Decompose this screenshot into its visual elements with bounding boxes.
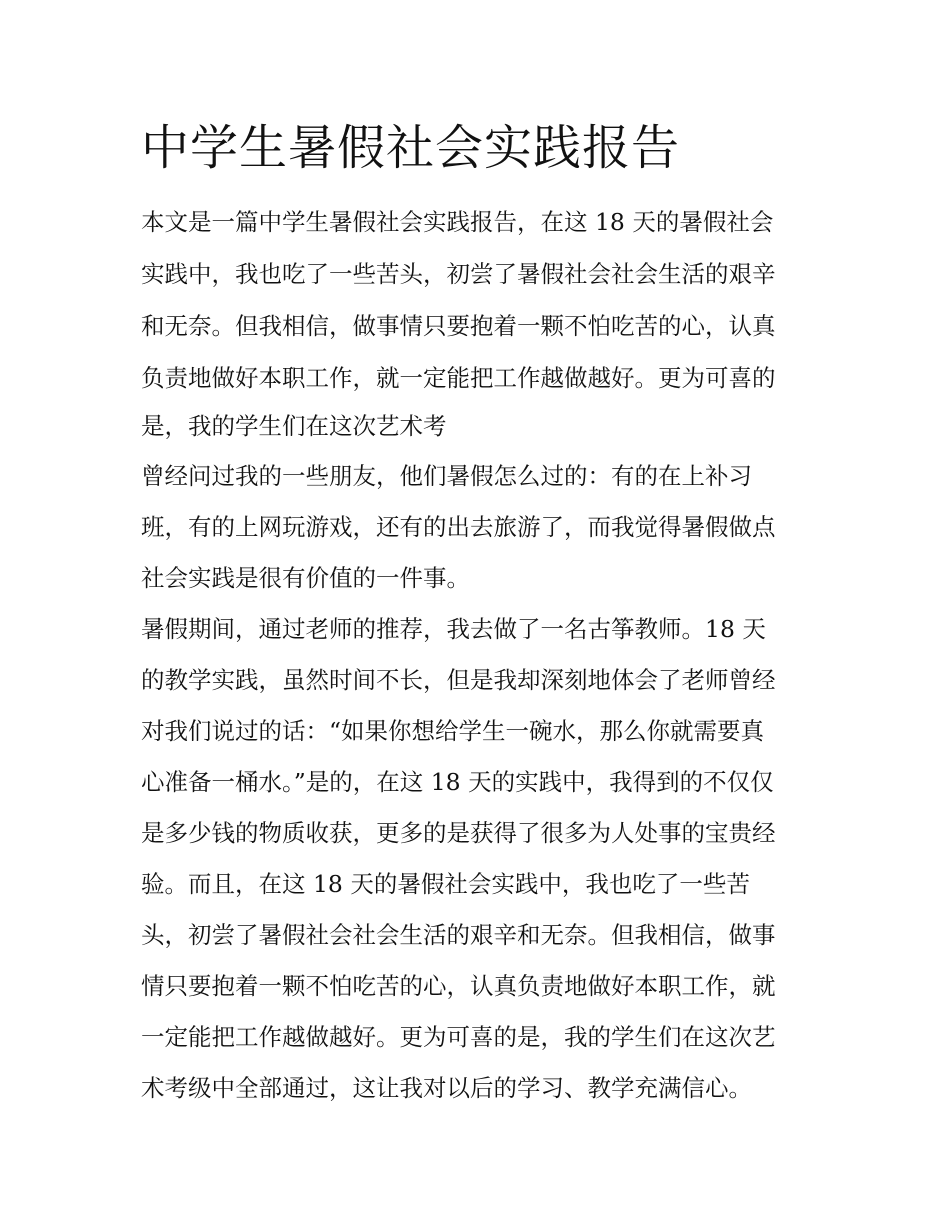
- body-line: 社会实践是很有价值的一件事。: [141, 564, 470, 592]
- body-line: 曾经问过我的一些朋友，他们暑假怎么过的：有的在上补习: [141, 462, 752, 490]
- body-line: 是，我的学生们在这次艺术考: [141, 412, 447, 440]
- body-line: 本文是一篇中学生暑假社会实践报告，在这 18 天的暑假社会: [141, 208, 774, 236]
- body-line: 心准备一桶水。”是的，在这 18 天的实践中，我得到的不仅仅: [141, 768, 774, 796]
- document-title: 中学生暑假社会实践报告: [141, 120, 681, 176]
- body-line: 班，有的上网玩游戏，还有的出去旅游了，而我觉得暑假做点: [141, 513, 776, 541]
- body-line: 和无奈。但我相信，做事情只要抱着一颗不怕吃苦的心，认真: [141, 312, 776, 340]
- body-line: 一定能把工作越做越好。更为可喜的是，我的学生们在这次艺: [141, 1023, 776, 1051]
- body-line: 术考级中全部通过，这让我对以后的学习、教学充满信心。: [141, 1074, 752, 1102]
- body-line: 头，初尝了暑假社会社会生活的艰辛和无奈。但我相信，做事: [141, 921, 776, 949]
- body-line: 暑假期间，通过老师的推荐，我去做了一名古筝教师。18 天: [141, 615, 766, 643]
- body-line: 是多少钱的物质收获，更多的是获得了很多为人处事的宝贵经: [141, 819, 776, 847]
- body-line: 情只要抱着一颗不怕吃苦的心，认真负责地做好本职工作，就: [141, 972, 776, 1000]
- body-line: 对我们说过的话：“如果你想给学生一碗水，那么你就需要真: [141, 717, 765, 745]
- body-line: 验。而且，在这 18 天的暑假社会实践中，我也吃了一些苦: [141, 870, 750, 898]
- body-line: 负责地做好本职工作，就一定能把工作越做越好。更为可喜的: [141, 364, 776, 392]
- body-line: 实践中，我也吃了一些苦头，初尝了暑假社会社会生活的艰辛: [141, 260, 776, 288]
- body-line: 的教学实践，虽然时间不长，但是我却深刻地体会了老师曾经: [141, 666, 776, 694]
